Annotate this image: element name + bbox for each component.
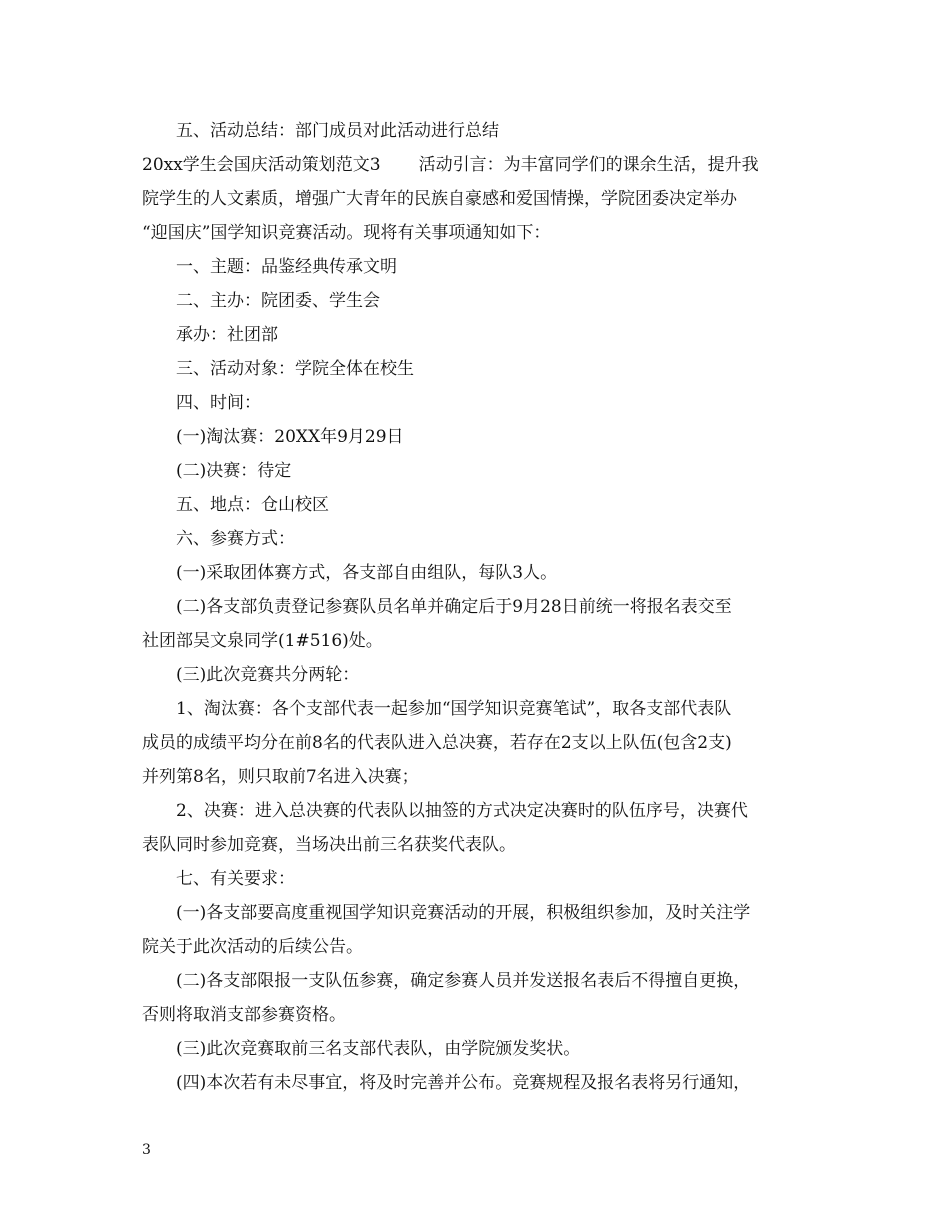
paragraph-line: “迎国庆”国学知识竞赛活动。现将有关事项通知如下： xyxy=(142,223,551,243)
paragraph-line: (一)采取团体赛方式，各支部自由组队，每队3人。 xyxy=(176,563,558,583)
paragraph-line xyxy=(142,148,810,182)
paragraph-line: 2、决赛：进入总决赛的代表队以抽签的方式决定决赛时的队伍序号，决赛代 xyxy=(176,801,748,821)
paragraph-line: 五、活动总结：部门成员对此活动进行总结 xyxy=(176,121,499,141)
paragraph-line: (二)决赛：待定 xyxy=(176,461,292,481)
paragraph-line: (二)各支部限报一支队伍参赛，确定参赛人员并发送报名表后不得擅自更换， xyxy=(176,971,751,991)
paragraph-line: (四)本次若有未尽事宜，将及时完善并公布。竞赛规程及报名表将另行通知， xyxy=(176,1073,751,1093)
paragraph-line: (三)此次竞赛取前三名支部代表队，由学院颁发奖状。 xyxy=(176,1039,581,1059)
paragraph-line: (三)此次竞赛共分两轮： xyxy=(176,665,360,685)
paragraph-line: (二)各支部负责登记参赛队员名单并确定后于9月28日前统一将报名表交至 xyxy=(176,597,732,617)
paragraph-line: 三、活动对象：学院全体在校生 xyxy=(176,359,414,379)
paragraph-line: 二、主办：院团委、学生会 xyxy=(176,291,380,311)
paragraph-line: 七、有关要求： xyxy=(176,869,295,889)
paragraph-line: 成员的成绩平均分在前8名的代表队进入总决赛，若存在2支以上队伍(包含2支) xyxy=(142,733,732,753)
intro-text: 活动引言：为丰富同学们的课余生活，提升我 xyxy=(418,155,759,175)
paragraph-line: 社团部吴文泉同学(1#516)处。 xyxy=(142,631,383,651)
section-heading: 20xx学生会国庆活动策划范文3 xyxy=(142,155,381,175)
paragraph-line: 四、时间： xyxy=(176,393,261,413)
paragraph-line: 院关于此次活动的后续公告。 xyxy=(142,937,363,957)
paragraph-line: 表队同时参加竞赛，当场决出前三名获奖代表队。 xyxy=(142,835,516,855)
document-body xyxy=(142,114,810,1100)
paragraph-line: (一)淘汰赛：20XX年9月29日 xyxy=(176,427,404,447)
paragraph-line: 五、地点：仓山校区 xyxy=(176,495,329,515)
paragraph-line: 并列第8名，则只取前7名进入决赛； xyxy=(142,767,419,787)
paragraph-line: 承办：社团部 xyxy=(176,325,278,345)
paragraph-line: (一)各支部要高度重视国学知识竞赛活动的开展，积极组织参加，及时关注学 xyxy=(176,903,751,923)
page-number: 3 xyxy=(142,1142,151,1158)
paragraph-line: 否则将取消支部参赛资格。 xyxy=(142,1005,346,1025)
paragraph-line: 六、参赛方式： xyxy=(176,529,295,549)
paragraph-line: 一、主题：品鉴经典传承文明 xyxy=(176,257,397,277)
paragraph-line: 1、淘汰赛：各个支部代表一起参加“国学知识竞赛笔试”，取各支部代表队 xyxy=(176,699,732,719)
paragraph-line: 院学生的人文素质，增强广大青年的民族自豪感和爱国情操，学院团委决定举办 xyxy=(142,189,737,209)
